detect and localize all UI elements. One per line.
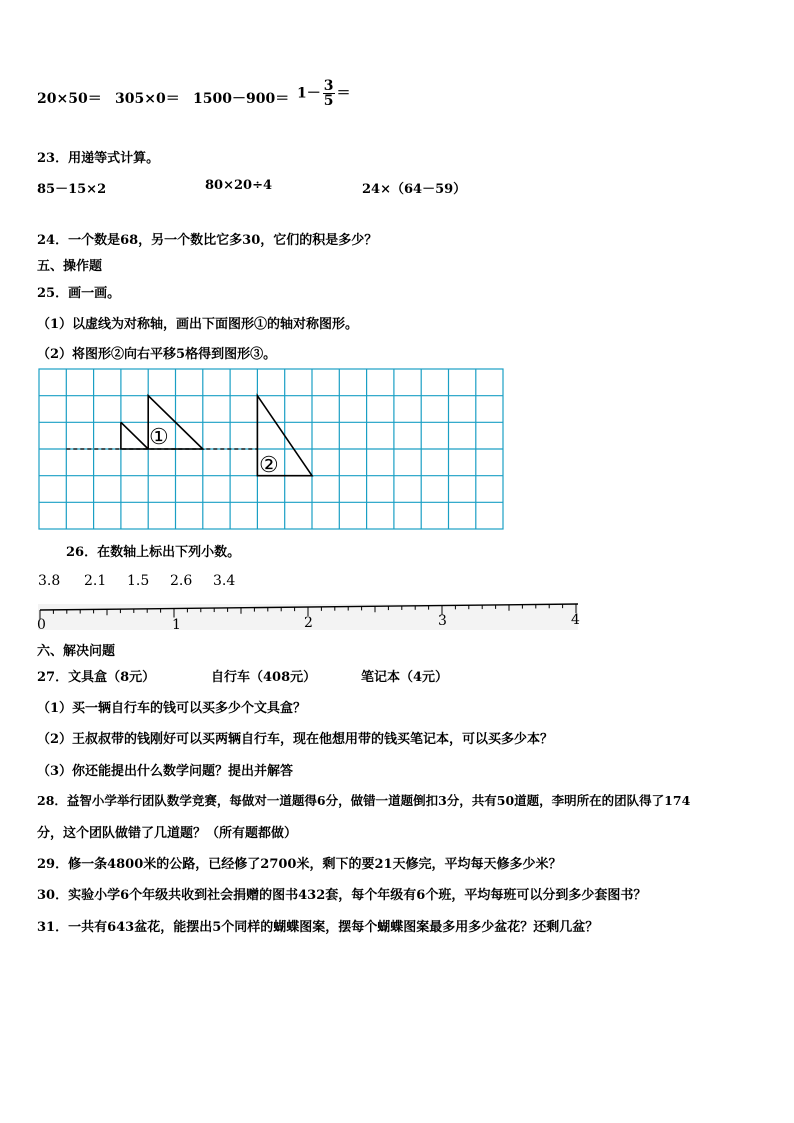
q24-text: 24．一个数是68，另一个数比它多30，它们的积是多少？ <box>37 233 378 248</box>
q29-text: 29．修一条4800米的公路，已经修了2700米，剩下的要21天修完，平均每天修多少米？ <box>37 857 562 872</box>
q27-item-bicycle: 自行车（408元） <box>211 670 317 685</box>
q30-text: 30．实验小学6个年级共收到社会捐赠的图书432套，每个年级有6个班，平均每班可以分到多少套图书？ <box>37 888 647 903</box>
q27-item-pencil-box: 27．文具盒（8元） <box>37 670 156 685</box>
q26-decimal-5: 3.4 <box>213 573 236 589</box>
q26-title: 26．在数轴上标出下列小数。 <box>66 545 241 560</box>
calc-item-4-suffix: ＝ <box>336 85 351 102</box>
q28-line-2: 分，这个团队做错了几道题？（所有题都做） <box>37 826 298 841</box>
q25-part-2: （2）将图形②向右平移5格得到图形③。 <box>37 347 277 362</box>
shape-1-label: ① <box>149 425 169 450</box>
q31-text: 31．一共有643盆花，能摆出5个同样的蝴蝶图案，摆每个蝴蝶图案最多用多少盆花？还剩几盆？ <box>37 920 599 935</box>
shape-2-label: ② <box>259 453 279 478</box>
q26-decimal-2: 2.1 <box>84 573 107 589</box>
q26-decimal-3: 1.5 <box>127 573 150 589</box>
fraction-numerator: 3 <box>323 78 334 94</box>
q27-part-1: （1）买一辆自行车的钱可以买多少个文具盒？ <box>37 701 307 716</box>
q27-item-notebook: 笔记本（4元） <box>361 670 449 685</box>
section-6-heading: 六、解决问题 <box>37 644 116 659</box>
fraction-denominator: 5 <box>323 93 334 109</box>
q25-part-1: （1）以虚线为对称轴，画出下面图形①的轴对称图形。 <box>37 317 359 332</box>
q23-expr-1: 85－15×2 <box>37 182 107 197</box>
calc-item-4-prefix: 1－ <box>297 85 321 102</box>
axis-label-3: 3 <box>438 613 447 629</box>
axis-label-0: 0 <box>37 617 46 633</box>
q26-decimal-1: 3.8 <box>38 573 61 589</box>
q26-decimal-4: 2.6 <box>170 573 193 589</box>
axis-label-1: 1 <box>172 617 181 633</box>
q23-expr-3: 24×（64－59） <box>362 182 467 197</box>
q23-expr-2: 80×20÷4 <box>205 178 273 193</box>
q27-part-3: （3）你还能提出什么数学问题？提出并解答 <box>37 764 294 779</box>
q23-title: 23．用递等式计算。 <box>37 151 160 166</box>
q27-part-2: （2）王叔叔带的钱刚好可以买两辆自行车，现在他想用带的钱买笔记本，可以买多少本？ <box>37 732 554 747</box>
q28-line-1: 28．益智小学举行团队数学竞赛，每做对一道题得6分，做错一道题倒扣3分，共有50道题，李明所在的团队得了174 <box>37 793 691 808</box>
calc-item-1: 20×50＝ <box>37 91 102 107</box>
calc-item-2: 305×0＝ <box>115 91 180 107</box>
number-line <box>34 598 586 634</box>
axis-label-2: 2 <box>304 615 313 631</box>
calc-item-4 <box>297 79 351 108</box>
fraction <box>323 79 335 108</box>
axis-label-4: 4 <box>571 612 580 628</box>
q25-title: 25．画一画。 <box>37 286 121 301</box>
drawing-grid <box>38 368 508 532</box>
calc-item-3: 1500－900＝ <box>193 91 290 107</box>
section-5-heading: 五、操作题 <box>37 259 103 274</box>
